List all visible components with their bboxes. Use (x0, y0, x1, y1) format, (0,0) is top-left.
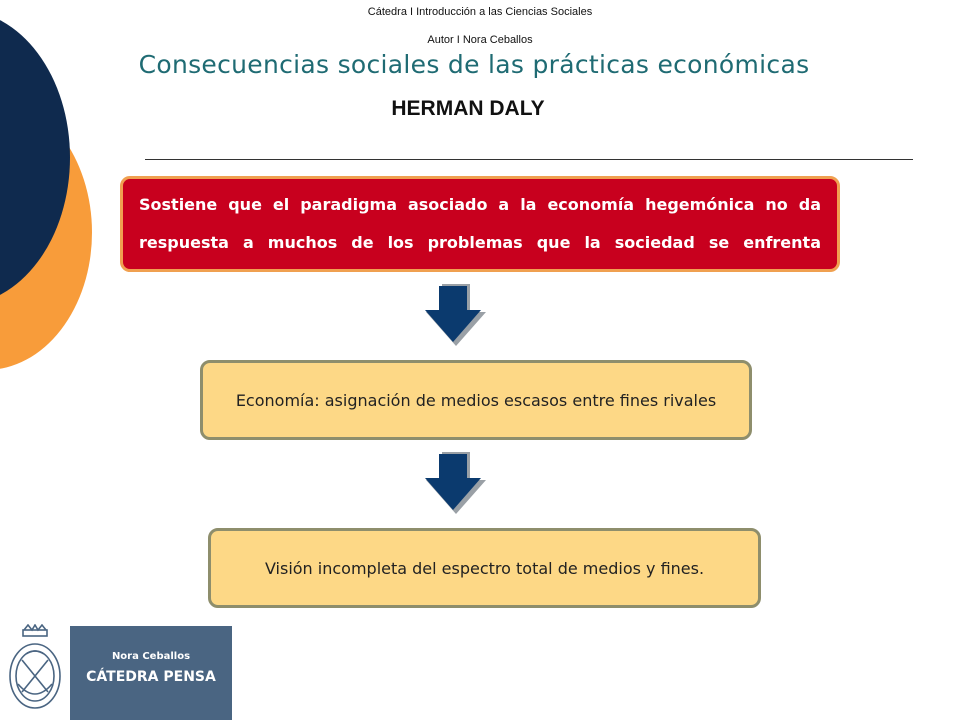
header-author: Autor I Nora Ceballos (427, 34, 533, 46)
flow-box-paradigm (120, 176, 840, 272)
university-seal-icon (6, 624, 64, 720)
title-divider (145, 159, 913, 160)
flow-box-incomplete-vision-text: Visión incompleta del espectro total de medios y fines. (264, 558, 705, 578)
brand-block (70, 626, 232, 720)
flow-box-economy-definition-text: Economía: asignación de medios escasos entre fines rivales (235, 390, 717, 410)
flow-box-incomplete-vision (208, 528, 761, 608)
down-arrow-icon (420, 284, 490, 348)
brand-name: Nora Ceballos (111, 651, 191, 662)
brand-chair: CÁTEDRA PENSA (86, 669, 216, 685)
flow-box-paradigm-text: Sostiene que el paradigma asociado a la economía hegemónica no da respuesta a muchos de los problemas que la sociedad se enfrenta (139, 195, 821, 252)
slide-subtitle: HERMAN DALY (391, 97, 545, 120)
flow-box-economy-definition (200, 360, 752, 440)
down-arrow-icon (420, 452, 490, 516)
header-course: Cátedra I Introducción a las Ciencias Sociales (367, 6, 593, 18)
slide-title: Consecuencias sociales de las prácticas económicas (138, 50, 810, 79)
